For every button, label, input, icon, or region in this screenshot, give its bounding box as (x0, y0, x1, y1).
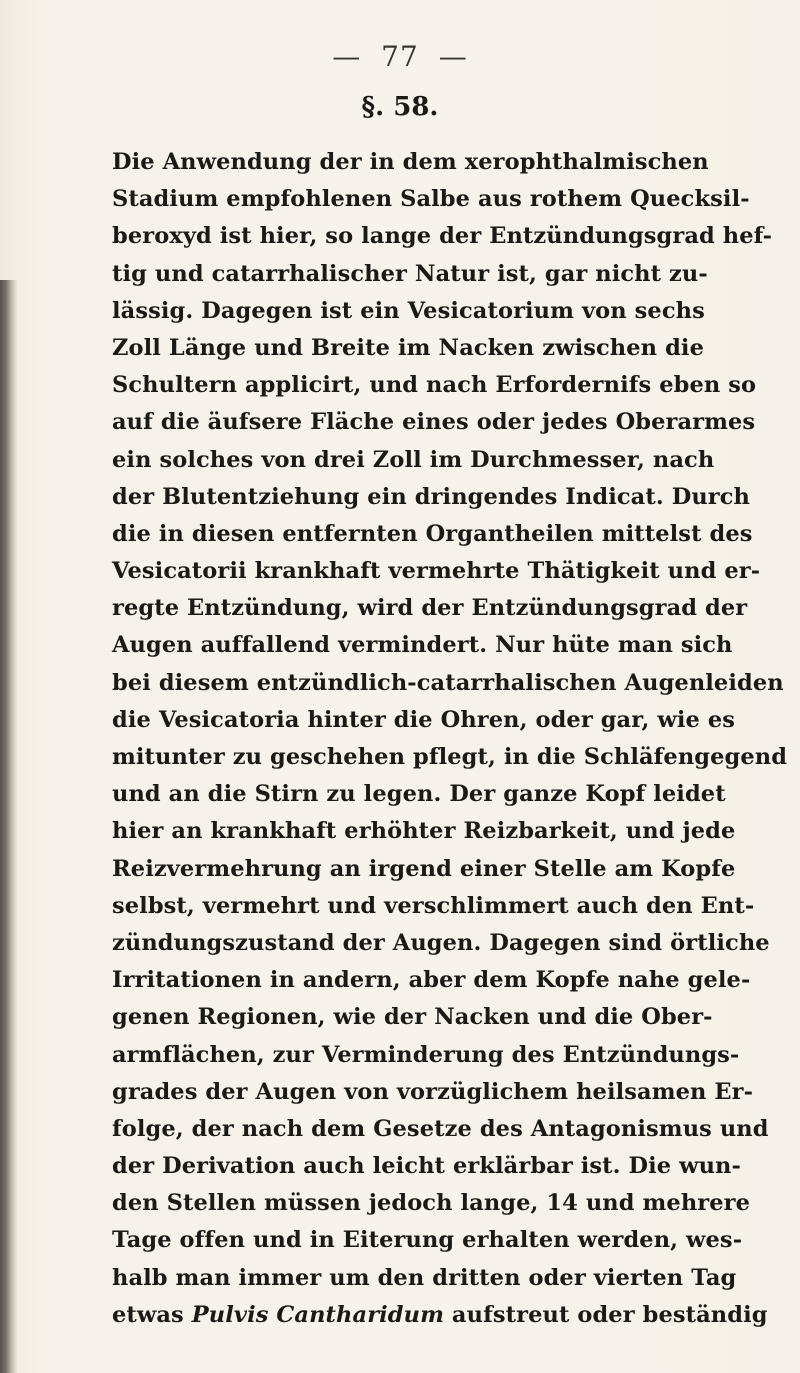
text-line: die Vesicatoria hinter die Ohren, oder gar, wie es (112, 706, 736, 733)
text-line: Augen auffallend vermindert. Nur hüte man sich (112, 632, 733, 659)
text-line: Reizvermehrung an irgend einer Stelle am Kopfe (112, 855, 736, 882)
section-heading: §. 58. (361, 92, 439, 122)
text-line: mitunter zu geschehen pflegt, in die Schläfengegend (112, 744, 788, 770)
text-line: lässig. Dagegen ist ein Vesicatorium von sechs (112, 297, 705, 324)
text-line: Stadium empfohlenen Salbe aus rothem Quecksil- (112, 186, 750, 213)
text-line: ein solches von drei Zoll im Durchmesser, nach (112, 446, 715, 473)
text-line: regte Entzündung, wird der Entzündungsgrad der (112, 595, 748, 622)
text-line: die in diesen entfernten Organtheilen mittelst des (112, 520, 753, 547)
text-line: Vesicatorii krankhaft vermehrte Thätigkeit und er- (112, 558, 761, 585)
text-line: armflächen, zur Verminderung des Entzündungs- (112, 1041, 740, 1068)
text-line: genen Regionen, wie der Nacken und die Ober- (112, 1004, 713, 1031)
header-dash-right: — (438, 40, 468, 73)
last-line-end: aufstreut oder beständig (444, 1301, 768, 1328)
text-body (112, 144, 788, 1334)
text-line: bei diesem entzündlich-catarrhalischen Augenleiden (112, 669, 784, 696)
text-line-last (112, 1297, 768, 1334)
text-line: folge, der nach dem Gesetze des Antagonismus und (112, 1115, 769, 1142)
text-line: tig und catarrhalischer Natur ist, gar nicht zu- (112, 260, 708, 287)
text-line: halb man immer um den dritten oder vierten Tag (112, 1264, 737, 1291)
text-line: Tage offen und in Eiterung erhalten werden, wes- (112, 1227, 743, 1254)
header-dash-left: — (332, 40, 362, 73)
text-line: Irritationen in andern, aber dem Kopfe nahe gele- (112, 967, 751, 994)
text-line: den Stellen müssen jedoch lange, 14 und mehrere (112, 1190, 751, 1217)
last-line-start: etwas (112, 1301, 192, 1328)
text-line: der Derivation auch leicht erklärbar ist. Die wun- (112, 1153, 741, 1180)
text-line: zündungszustand der Augen. Dagegen sind örtliche (112, 929, 770, 956)
text-line: auf die äufsere Fläche eines oder jedes Oberarmes (112, 409, 756, 436)
page-gutter-shadow (0, 280, 18, 1373)
page-header (0, 40, 800, 73)
text-line: Die Anwendung der in dem xerophthalmischen (112, 149, 709, 175)
text-line: hier an krankhaft erhöhter Reizbarkeit, und jede (112, 818, 736, 845)
text-line: grades der Augen von vorzüglichem heilsamen Er- (112, 1078, 754, 1105)
text-line: selbst, vermehrt und verschlimmert auch den Ent- (112, 892, 755, 919)
text-line: Schultern applicirt, und nach Erfordernifs eben so (112, 372, 757, 399)
text-line: und an die Stirn zu legen. Der ganze Kopf leidet (112, 781, 726, 808)
text-line: der Blutentziehung ein dringendes Indicat. Durch (112, 483, 750, 510)
text-line: beroxyd ist hier, so lange der Entzündungsgrad hef- (112, 223, 773, 250)
page-number: 77 (381, 40, 419, 73)
italic-term: Pulvis Cantharidum (191, 1301, 444, 1328)
text-line: Zoll Länge und Breite im Nacken zwischen die (112, 334, 704, 361)
